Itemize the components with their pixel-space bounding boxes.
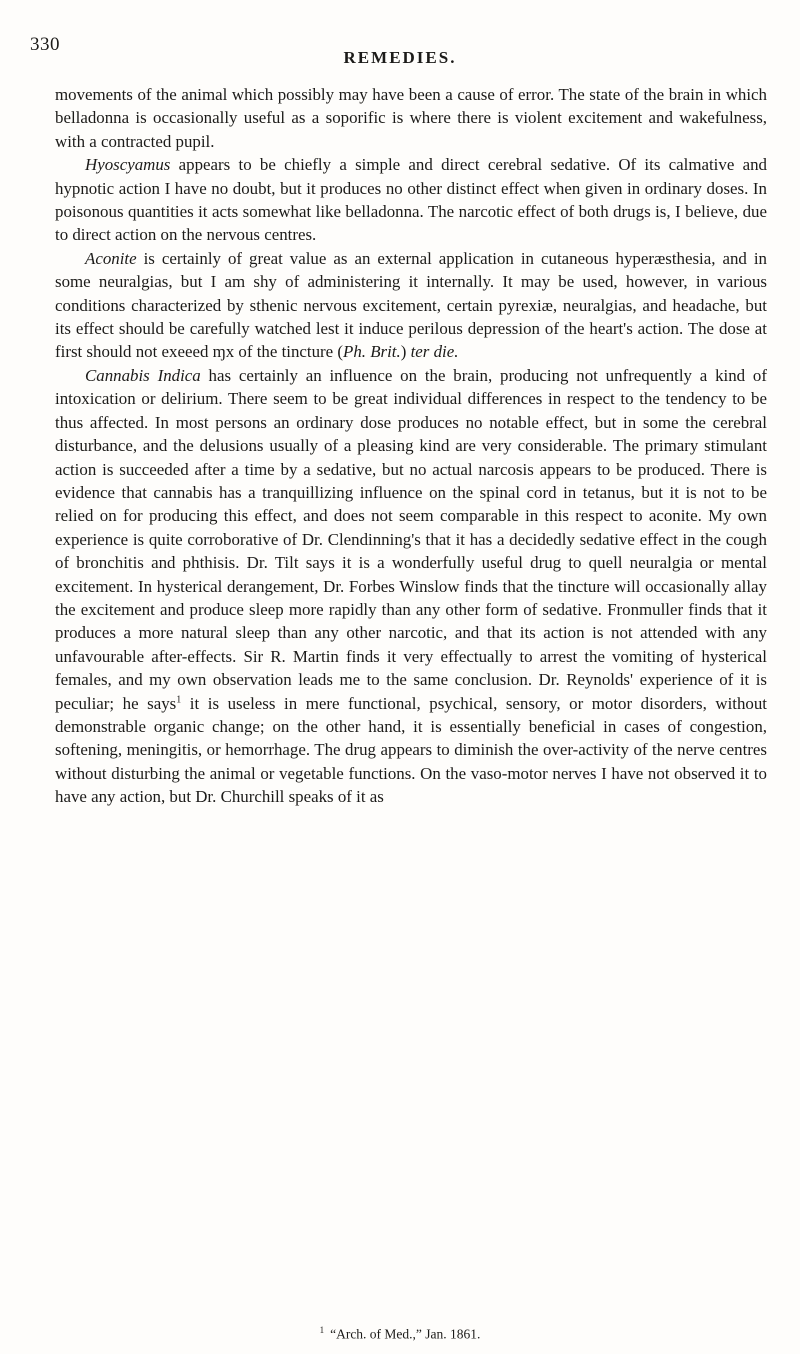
drug-name-hyoscyamus: Hyoscyamus — [85, 155, 171, 175]
paragraph-belladonna-continuation — [55, 83, 767, 153]
drug-name-cannabis-indica: Cannabis Indica — [85, 365, 201, 385]
dosage-frequency: ter die. — [410, 342, 459, 362]
paragraph-text: ) — [400, 342, 411, 362]
paragraph-text: is certainly of great value as an external application in cutaneous hyperæsthesia, and in some neuralgias, but I am shy of administering it internally. It may be used, however, in various conditions characterized by sthenic nervous excitement, certain pyrexiæ, neuralgias, and headache, but its effect should be carefully watched lest it induce perilous depression of the heart's action. The dose at first should not exeeed — [55, 248, 767, 362]
running-title: REMEDIES. — [343, 48, 457, 67]
footnote-reference: 1 — [176, 693, 182, 705]
pharmacopoeia-reference: Ph. Brit. — [343, 342, 401, 362]
paragraph-aconite — [55, 247, 767, 364]
page-number: 330 — [30, 34, 60, 55]
paragraph-hyoscyamus — [55, 153, 767, 247]
paragraph-text: movements of the animal which possibly may have been a cause of error. The state of the brain in which belladonna is occasionally useful as a soporific is where there is violent excitement and wakefulness, with a contracted pupil. — [55, 85, 767, 151]
drug-name-aconite: Aconite — [85, 248, 137, 268]
footnote-text: “Arch. of Med.,” Jan. 1861. — [330, 1326, 481, 1342]
paragraph-text: has certainly an influence on the brain, producing not unfrequently a kind of intoxication or delirium. There seem to be great individual differences in respect to the tendency to be thus affected. In most persons an ordinary dose produces no notable effect, but in some the cerebral disturbance, and the delusions usually of a pleasing kind are very considerable. The primary stimulant action is succeeded after a time by a sedative, but no actual narcosis appears to be produced. There is evidence that cannabis has a tranquillizing influence on the spinal cord in tetanus, but it is not to be relied on for producing this effect, and does not seem comparable in this respect to aconite. My own experience is quite corroborative of Dr. Clendinning's that it has a decidedly sedative effect in the cough of bronchitis and phthisis. Dr. Tilt says it is a wonderfully useful drug to quell neuralgia or mental excitement. In hysterical derangement, Dr. Forbes Winslow finds that the tincture will occasionally allay the excitement and produce sleep more rapidly than any other form of sedative. Fronmuller finds that it produces a more natural sleep than any other narcotic, and that its action is not attended with any unfavourable after-effects. Sir R. Martin finds it very effectually to arrest the vomiting of hysterical females, and my own observation leads me to the same conclusion. Dr. Reynolds' experience of it is peculiar; he says — [55, 365, 767, 713]
body-text — [55, 83, 767, 809]
paragraph-text: it is useless in mere functional, psychical, sensory, or motor disorders, without demonstrable organic change; on the other hand, it is essentially beneficial in cases of congestion, softening, meningitis, or hemorrhage. The drug appears to diminish the over-activity of the nerve centres without disturbing the animal or vegetable functions. On the vaso-motor nerves I have not observed it to have any action, but Dr. Churchill speaks of it as — [55, 693, 768, 807]
paragraph-text: of the tincture ( — [234, 342, 344, 362]
footnote — [0, 1325, 800, 1343]
footnote-number: 1 — [319, 1325, 325, 1335]
paragraph-cannabis-indica — [55, 364, 767, 809]
paragraph-text: appears to be chiefly a simple and direct cerebral sedative. Of its calmative and hypnotic action I have no doubt, but it produces no other distinct effect when given in ordinary doses. In poisonous quantities it acts somewhat like belladonna. The narcotic effect of both drugs is, I believe, due to direct action on the nervous centres. — [55, 155, 767, 245]
minim-symbol: ɱx — [212, 342, 235, 362]
